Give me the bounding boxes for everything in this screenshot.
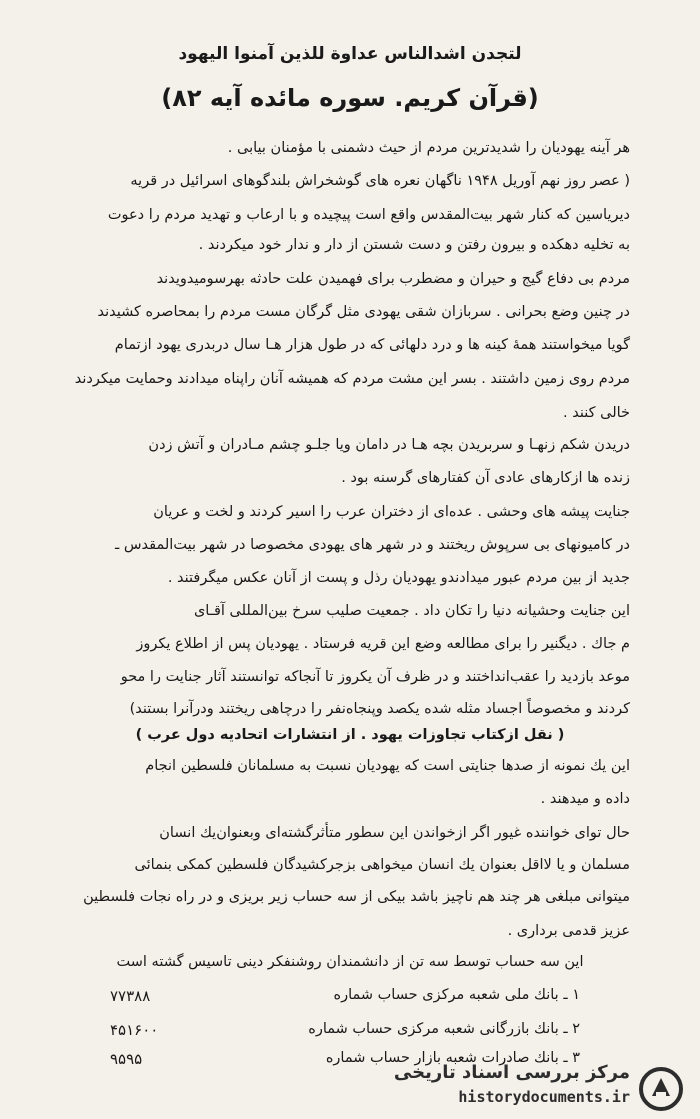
- body-line: موعد بازدید را عقب‌انداختند و در ظرف آن یکروز تا آنجاکه توانستند آثار جنایت را محو: [120, 669, 630, 685]
- quran-verse-heading: لتجدن اشدالناس عداوة للذین آمنوا الیهود: [178, 44, 522, 64]
- watermark-url: historydocuments.ir: [458, 1088, 630, 1106]
- body-line: خالی کنند .: [563, 405, 630, 421]
- body-line: در کامیونهای بی سرپوش ریختند و در شهر های یهودی مخصوصا در شهر بیت‌المقدس ـ: [115, 537, 630, 553]
- body-line: هر آینه یهودیان را شدیدترین مردم از حیث دشمنی با مؤمنان بیابی .: [227, 140, 630, 156]
- archive-logo-icon: [638, 1066, 684, 1112]
- body-line: جدید از بین مردم عبور میدادندو یهودیان رذل و پست از آنان عکس میگرفتند .: [167, 570, 630, 586]
- citation-line: ( نقل ازکتاب تجاوزات یهود . از انتشارات اتحادیه دول عرب ): [135, 727, 565, 743]
- body-line: حال توای خواننده غیور اگر ازخواندن این سطور متأثرگشته‌ای وبعنوان‌یك انسان: [159, 825, 630, 841]
- body-line: عزیز قدمی برداری .: [507, 923, 630, 939]
- body-line: کردند و مخصوصاً اجساد مثله شده یکصد وپنجاه‌نفر را درچاهی ریختند ودرآنرا بستند): [129, 701, 630, 717]
- account-label: ۲ ـ بانك بازرگانی شعبه مرکزی حساب شماره: [308, 1021, 580, 1037]
- verse-source-heading: (قرآن کریم. سوره مائده آیه ۸۲): [161, 84, 539, 112]
- body-line: مردم بی دفاع گیج و حیران و مضطرب برای فهمیدن علت حادثه بهرسومیدویدند: [156, 271, 630, 287]
- account-number: ۹۵۹۵: [110, 1050, 143, 1068]
- account-row: [0, 1021, 700, 1041]
- body-line: این جنایت وحشیانه دنیا را تکان داد . جمعیت صلیب سرخ بین‌المللی آقـای: [193, 603, 630, 619]
- body-line: مردم روی زمین داشتند . بسر این مشت مردم که همیشه آنان راپناه میدادند وحمایت میکردند: [74, 371, 630, 387]
- body-line: میتوانی مبلغی هر چند هم ناچیز باشد بیکی از سه حساب زیر بریزی و در راه نجات فلسطین: [83, 889, 630, 905]
- account-number: ۴۵۱۶۰۰: [110, 1021, 159, 1039]
- body-line: گویا میخواستند همهٔ کینه ها و درد دلهائی که در طول هزار هـا سال دربدری یهود ازتمام: [114, 337, 630, 353]
- body-line: زنده ها ازکارهای عادی آن کفتارهای گرسنه بود .: [341, 470, 630, 486]
- accounts-intro-line: این سه حساب توسط سه تن از دانشمندان روشنفکر دینی تاسیس گشته است: [116, 954, 584, 970]
- body-line: ( عصر روز نهم آوریل ۱۹۴۸ ناگهان نعره های گوشخراش بلندگوهای اسرائیل در قریه: [130, 173, 630, 189]
- account-label: ۳ ـ بانك صادرات شعبه بازار حساب شماره: [325, 1050, 580, 1066]
- body-line: دریدن شکم زنهـا و سربریدن بچه هـا در دامان ویا جلـو چشم مـادران و آتش زدن: [148, 437, 630, 453]
- body-line: جنایت پیشه های وحشی . عده‌ای از دختران عرب را اسیر کردند و لخت و عریان: [153, 504, 630, 520]
- body-line: در چنین وضع بحرانی . سربازان شقی یهودی مثل گرگان مست مردم را بمحاصره کشیدند: [97, 304, 630, 320]
- body-line: دیریاسین که کنار شهر بیت‌المقدس واقع است پیچیده و با ارعاب و تهدید مردم را دعوت: [107, 207, 630, 223]
- body-line: مسلمان و یا لااقل بعنوان یك انسان میخواهی بزجرکشیدگان فلسطین کمکی بنمائی: [134, 857, 630, 873]
- account-row: [0, 987, 700, 1007]
- body-line: م جاك . دیگنیر را برای مطالعه وضع این قریه فرستاد . یهودیان پس از اطلاع یکروز: [136, 636, 630, 652]
- body-line: داده و میدهند .: [540, 791, 630, 807]
- account-number: ۷۷۳۸۸: [110, 987, 151, 1005]
- body-line: این یك نمونه از صدها جنایتی است که یهودیان نسبت به مسلمانان فلسطین انجام: [145, 758, 630, 774]
- archive-watermark: [393, 1058, 690, 1114]
- account-label: ۱ ـ بانك ملی شعبه مرکزی حساب شماره: [333, 987, 580, 1003]
- watermark-title: مرکز بررسی اسناد تاریخی: [393, 1062, 630, 1083]
- body-line: به تخلیه دهکده و بیرون رفتن و دست شستن از دار و ندار خود میکردند .: [198, 237, 630, 253]
